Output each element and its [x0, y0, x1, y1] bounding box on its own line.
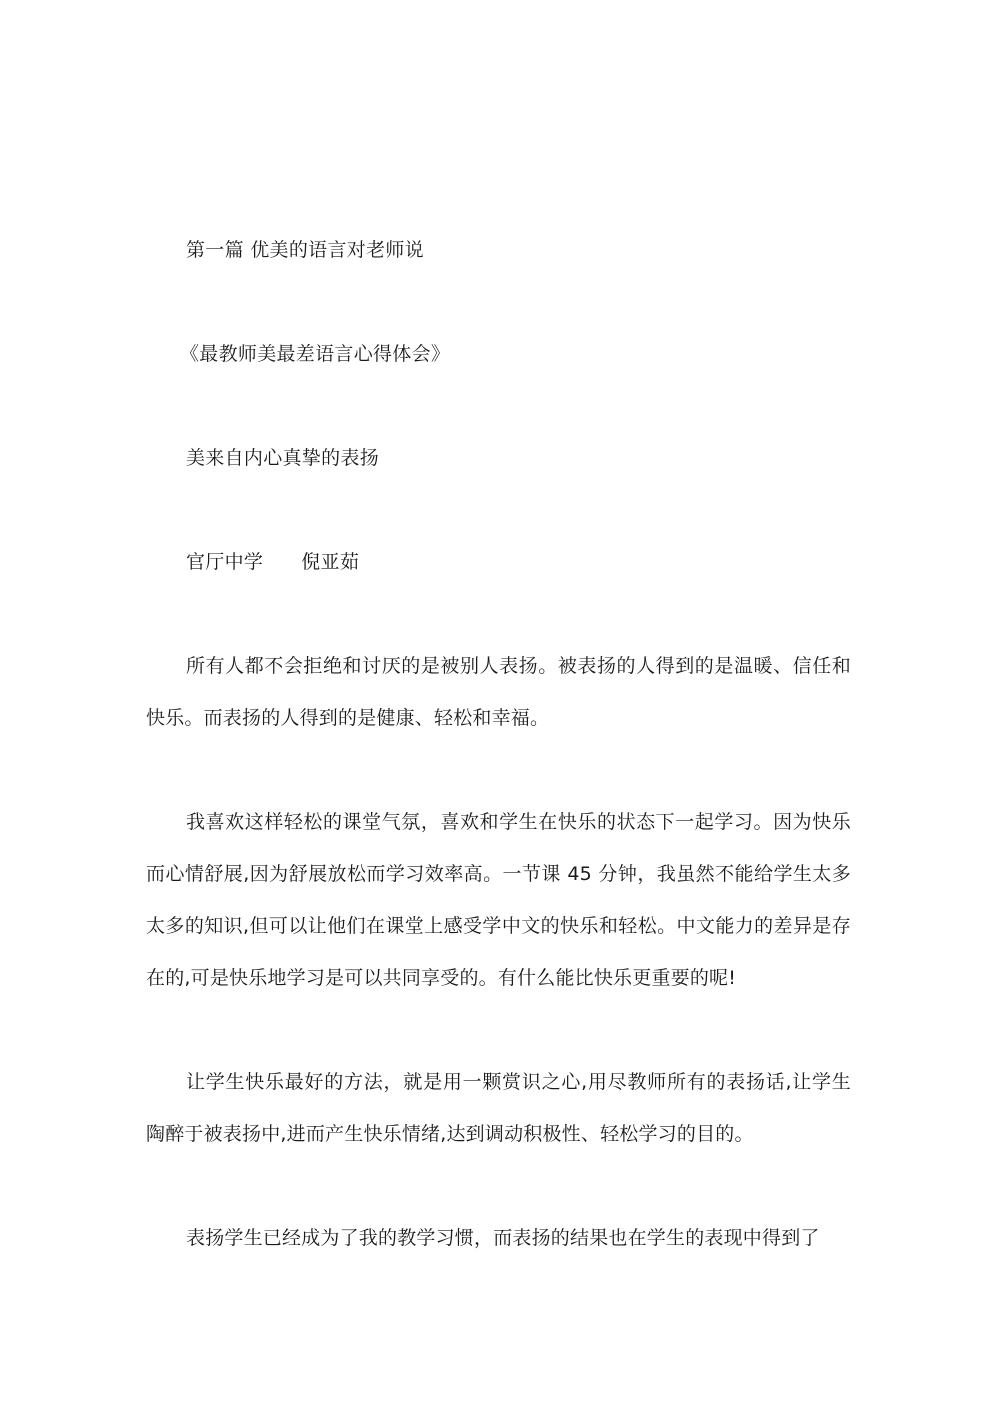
book-title: 《最教师美最差语言心得体会》 [180, 343, 451, 365]
paragraph-3: 让学生快乐最好的方法，就是用一颗赏识之心,用尽教师所有的表扬话,让学生陶醉于被表扬中,进而产生快乐情绪,达到调动积极性、轻松学习的目的。 [146, 1071, 851, 1145]
subtitle: 美来自内心真挚的表扬 [186, 447, 380, 469]
paragraph-2: 我喜欢这样轻松的课堂气氛，喜欢和学生在快乐的状态下一起学习。因为快乐而心情舒展,因为舒展放松而学习效率高。一节课 45 分钟，我虽然不能给学生太多太多的知识,但可以让他们在课堂上感受学中文的快乐和轻松。中文能力的差异是存在的,可是快乐地学习是可以共同享受的。有什么能比快乐更重要的呢! [146, 811, 851, 989]
paragraph-4: 表扬学生已经成为了我的教学习惯，而表扬的结果也在学生的表现中得到了 [186, 1227, 820, 1249]
chapter-heading: 第一篇 优美的语言对老师说 [186, 239, 424, 261]
paragraph-1: 所有人都不会拒绝和讨厌的是被别人表扬。被表扬的人得到的是温暖、信任和快乐。而表扬的人得到的是健康、轻松和幸福。 [146, 655, 851, 729]
author-line: 官厅中学 倪亚茹 [186, 551, 360, 573]
